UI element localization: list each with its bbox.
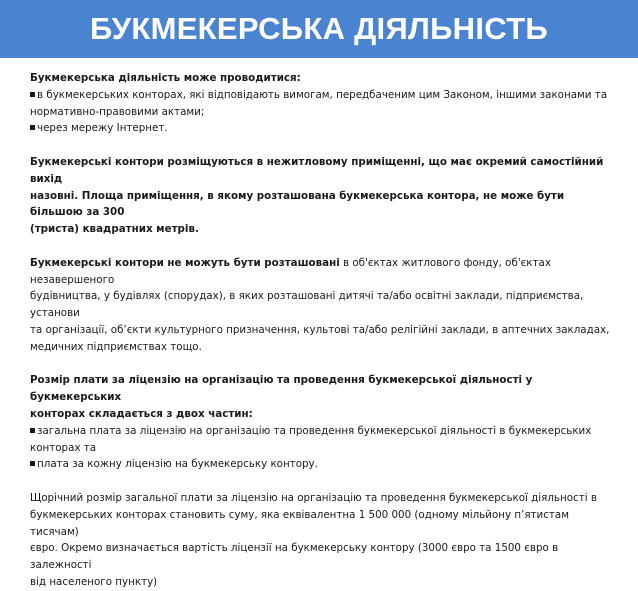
bullet-item (30, 120, 615, 137)
text-line: євро. Окремо визначається вартість ліцензії на букмекерську контору (3000 євро та 1500 євро в залежності (30, 542, 559, 572)
square-bullet-icon (30, 125, 35, 130)
text-line: будівництва, у будівлях (спорудах), в яких розташовані дитячі та/або освітні заклади, підприємства, установи (30, 290, 584, 320)
bullet-text: плата за кожну ліцензію на букмекерську контору. (37, 458, 318, 471)
text-line: від населеного пункту) (30, 575, 158, 588)
text-line: Щорічний розмір загальної плати за ліцензію на організацію та проведення букмекерської діяльності в (30, 491, 597, 504)
bullet-item (30, 423, 615, 440)
slide-body (30, 70, 615, 591)
bullet-continuation: нормативно-правовими актами; (30, 105, 205, 118)
text-line: Букмекерські контори розміщуються в нежитловому приміщенні, що має окремий самостійний вихід (30, 155, 604, 185)
bullet-item (30, 456, 615, 473)
text-fragment: в об'єктах житлового фонду, об'єктах незавершеного (30, 256, 551, 286)
square-bullet-icon (30, 461, 35, 466)
bullet-text: через мережу Інтернет. (37, 122, 168, 135)
bold-phrase: Букмекерські контори не можуть бути розташовані (30, 256, 340, 269)
text-line: (триста) квадратних метрів. (30, 223, 199, 236)
text-line: букмекерських конторах становить суму, яка еквівалентна 1 500 000 (одному мільйону п’ятистам тисячам) (30, 508, 569, 538)
bullet-item (30, 87, 615, 104)
paragraph-heading: Букмекерська діяльність може проводитися: (30, 72, 301, 84)
paragraph-restrictions (30, 255, 615, 356)
paragraph-license-fee (30, 372, 615, 473)
text-line (30, 255, 615, 289)
paragraph-annual-fee (30, 490, 615, 591)
text-line: конторах складається з двох частин: (30, 407, 253, 420)
square-bullet-icon (30, 92, 35, 97)
bullet-continuation: конторах та (30, 441, 97, 454)
slide-header (0, 0, 638, 58)
slide-title: БУКМЕКЕРСЬКА ДІЯЛЬНІСТЬ (89, 11, 549, 46)
text-line: Розмір плати за ліцензію на організацію та проведення букмекерської діяльності у букмекерських (30, 374, 533, 404)
square-bullet-icon (30, 428, 35, 433)
text-line: та організації, об’єкти культурного призначення, культові та/або релігійні заклади, в аптечних закладах, (30, 323, 610, 336)
bullet-text: загальна плата за ліцензію на організацію та проведення букмекерської діяльності в букмекерських (37, 424, 592, 437)
text-line: медичних підприємствах тощо. (30, 340, 202, 353)
paragraph-activity-places (30, 70, 615, 137)
paragraph-premises (30, 154, 615, 238)
text-line: назовні. Площа приміщення, в якому розташована букмекерська контора, не може бути більшою за 300 (30, 189, 565, 219)
bullet-text: в букмекерських конторах, які відповідають вимогам, передбаченим цим Законом, іншими законами та (37, 88, 608, 101)
